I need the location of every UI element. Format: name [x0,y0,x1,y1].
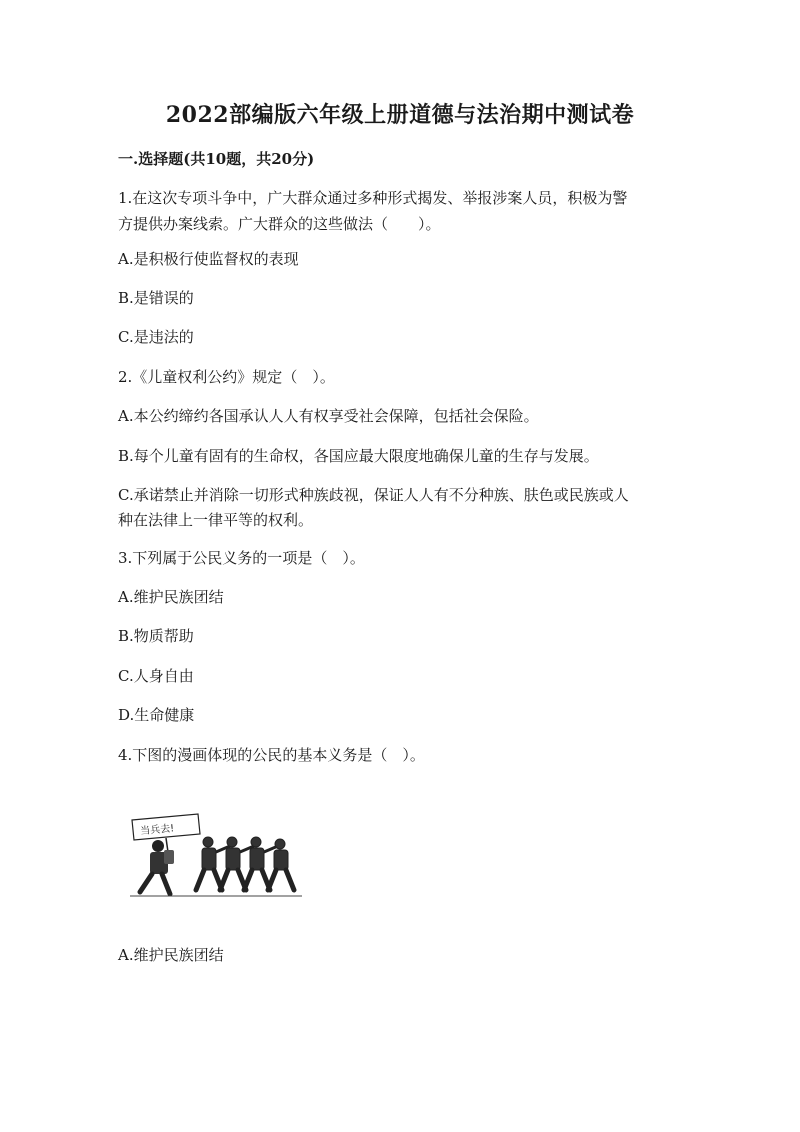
comic-illustration [126,812,304,902]
question-1-stem-line-1: 1.在这次专项斗争中，广大群众通过多种形式揭发、举报涉案人员，积极为警 [118,189,628,207]
question-2-option-b: B.每个儿童有固有的生命权，各国应最大限度地确保儿童的生存与发展。 [118,447,599,465]
question-3-option-a: A.维护民族团结 [118,588,224,606]
question-3-stem: 3.下列属于公民义务的一项是（ ）。 [118,549,365,567]
question-1-stem-line-2: 方提供办案线索。广大群众的这些做法（ ）。 [118,215,441,233]
question-3-option-d: D.生命健康 [118,706,195,724]
question-4-option-a: A.维护民族团结 [118,946,224,964]
question-1-option-c: C.是违法的 [118,328,194,346]
section-heading: 一.选择题(共10题，共20分) [118,150,315,168]
question-2-stem: 2.《儿童权利公约》规定（ ）。 [118,368,335,386]
question-1-option-a: A.是积极行使监督权的表现 [118,250,299,268]
question-4-stem: 4.下图的漫画体现的公民的基本义务是（ ）。 [118,746,425,764]
question-2-option-c-line-1: C.承诺禁止并消除一切形式种族歧视，保证人人有不分种族、肤色或民族或人 [118,486,629,504]
page-title: 2022部编版六年级上册道德与法治期中测试卷 [165,102,635,128]
question-3-option-c: C.人身自由 [118,667,194,685]
question-1-option-b: B.是错误的 [118,289,194,307]
comic-sign-text: 当兵去! [139,823,175,838]
question-2-option-a: A.本公约缔约各国承认人人有权享受社会保障，包括社会保险。 [118,407,539,425]
question-3-option-b: B.物质帮助 [118,627,194,645]
question-2-option-c-line-2: 种在法律上一律平等的权利。 [118,511,314,529]
